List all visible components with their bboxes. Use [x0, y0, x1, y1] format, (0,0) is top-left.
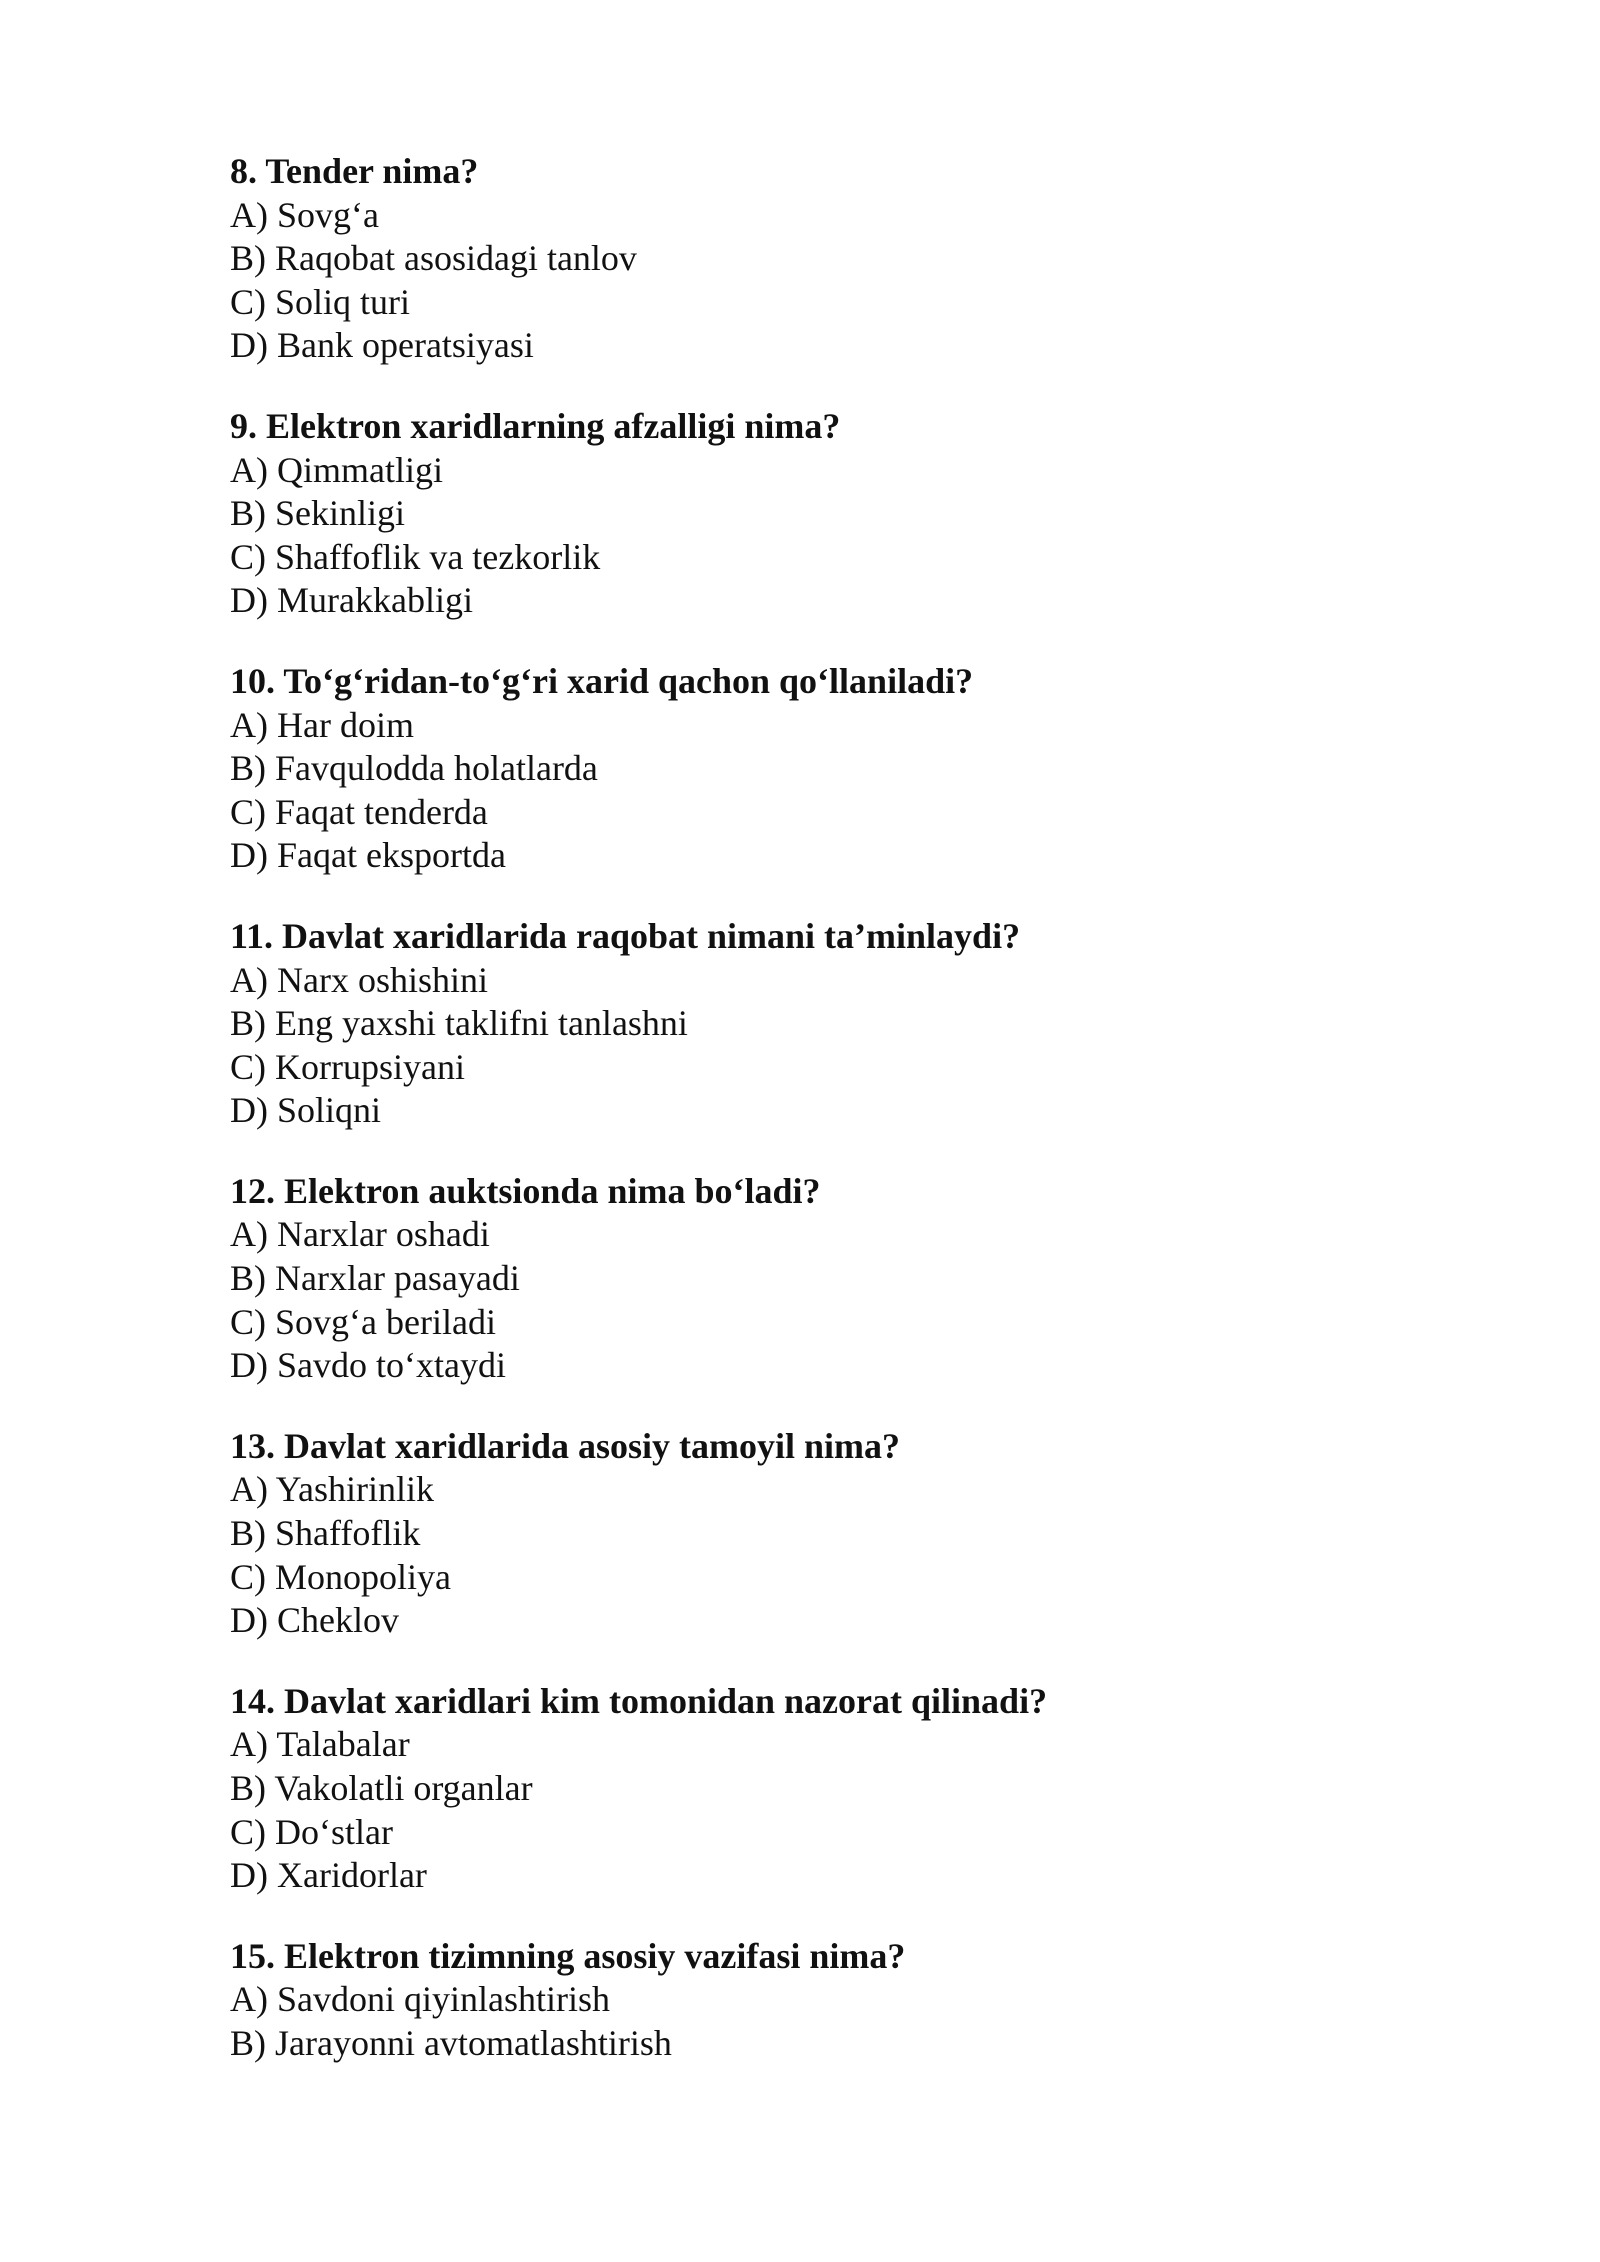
option-c: C) Faqat tenderda	[230, 791, 488, 832]
question-title: 14. Davlat xaridlari kim tomonidan nazorat qilinadi?	[230, 1680, 1048, 1721]
option-b: B) Shaffoflik	[230, 1513, 421, 1554]
option-d: D) Murakkabligi	[230, 580, 473, 621]
option-c: C) Shaffoflik va tezkorlik	[230, 536, 601, 577]
option-d: D) Savdo to‘xtaydi	[230, 1345, 506, 1386]
option-a: A) Sovg‘a	[230, 194, 379, 235]
option-a: A) Yashirinlik	[230, 1469, 435, 1510]
option-d: D) Bank operatsiyasi	[230, 325, 534, 366]
option-b: B) Jarayonni avtomatlashtirish	[230, 2022, 672, 2063]
option-c: C) Korrupsiyani	[230, 1046, 465, 1087]
question-title: 10. To‘g‘ridan-to‘g‘ri xarid qachon qo‘llaniladi?	[230, 660, 974, 701]
question-10	[230, 660, 1430, 878]
option-c: C) Monopoliya	[230, 1556, 451, 1597]
option-a: A) Har doim	[230, 704, 414, 745]
option-b: B) Vakolatli organlar	[230, 1768, 533, 1808]
option-b: B) Narxlar pasayadi	[230, 1258, 520, 1299]
option-b: B) Sekinligi	[230, 493, 406, 534]
question-8	[230, 150, 1430, 368]
question-12	[230, 1170, 1430, 1388]
question-9	[230, 405, 1430, 623]
option-b: B) Eng yaxshi taklifni tanlashni	[230, 1003, 688, 1044]
option-a: A) Qimmatligi	[230, 449, 443, 490]
question-title: 8. Tender nima?	[230, 151, 479, 191]
option-a: A) Savdoni qiyinlashtirish	[230, 1979, 610, 2020]
question-14	[230, 1680, 1430, 1898]
question-15	[230, 1935, 1430, 2066]
option-c: C) Do‘stlar	[230, 1811, 393, 1852]
option-c: C) Soliq turi	[230, 281, 411, 322]
option-d: D) Xaridorlar	[230, 1855, 427, 1896]
option-a: A) Narxlar oshadi	[230, 1214, 490, 1255]
option-d: D) Faqat eksportda	[230, 835, 506, 876]
question-13	[230, 1425, 1430, 1643]
question-title: 13. Davlat xaridlarida asosiy tamoyil nima?	[230, 1425, 901, 1466]
question-title: 15. Elektron tizimning asosiy vazifasi nima?	[230, 1935, 906, 1976]
option-c: C) Sovg‘a beriladi	[230, 1301, 496, 1342]
question-title: 12. Elektron auktsionda nima bo‘ladi?	[230, 1170, 821, 1211]
question-11	[230, 915, 1430, 1133]
option-d: D) Cheklov	[230, 1600, 399, 1641]
option-b: B) Raqobat asosidagi tanlov	[230, 238, 637, 279]
document-page	[230, 150, 1430, 2103]
option-d: D) Soliqni	[230, 1090, 382, 1131]
option-a: A) Narx oshishini	[230, 959, 488, 1000]
option-b: B) Favqulodda holatlarda	[230, 748, 598, 789]
question-title: 11. Davlat xaridlarida raqobat nimani ta’minlaydi?	[230, 915, 1021, 956]
question-title: 9. Elektron xaridlarning afzalligi nima?	[230, 405, 841, 446]
option-a: A) Talabalar	[230, 1724, 410, 1765]
